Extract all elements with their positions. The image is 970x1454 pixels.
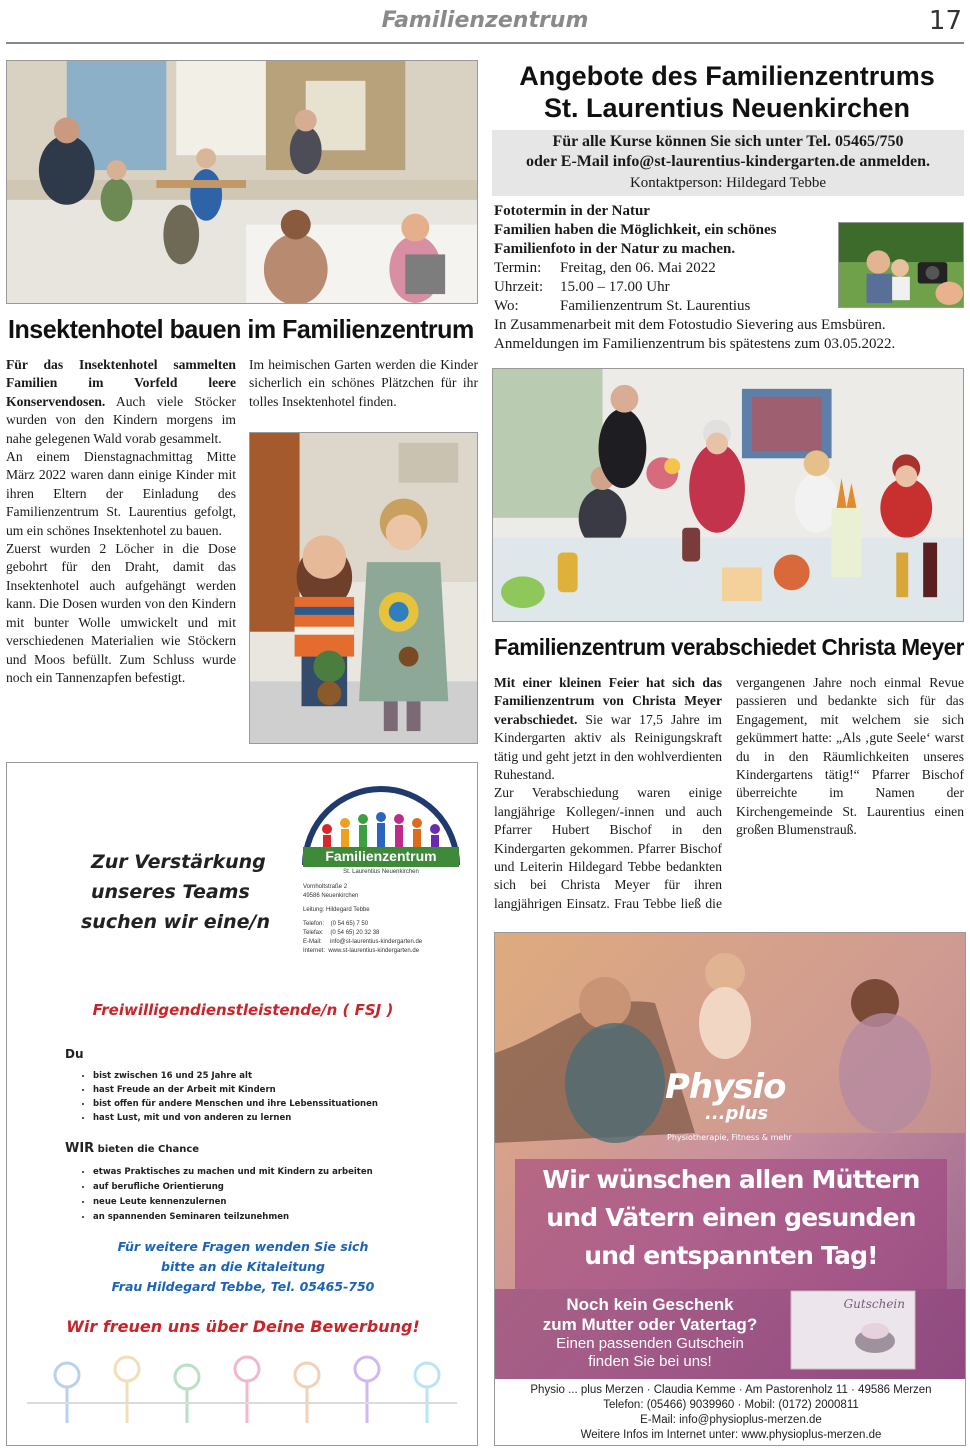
fsj-du-item: • bist offen für andere Menschen und ihre Lebenssituationen	[93, 1097, 378, 1111]
fototermin-notes	[494, 316, 964, 354]
physio-logo: Physio	[665, 1067, 786, 1107]
fsj-du-heading: Du	[65, 1047, 84, 1061]
fz-logo-name: Familienzentrum	[325, 848, 437, 864]
meyer-headline: Familienzentrum verabschiedet Christa Meyer	[494, 634, 964, 660]
uhrzeit-value: 15.00 – 17.00 Uhr	[560, 279, 670, 295]
physio-gift-3: Einen passenden Gutschein	[556, 1335, 744, 1352]
termin-row	[494, 259, 834, 278]
angebote-title-line-2: St. Laurentius Neuenkirchen	[543, 93, 911, 123]
fsj-wir-heading	[65, 1141, 199, 1156]
fsj-intro	[37, 847, 270, 937]
physio-slogan	[495, 1161, 966, 1275]
fototermin-block	[494, 202, 834, 316]
photo-kids-insect-hotels	[249, 432, 478, 744]
wo-label: Wo:	[494, 298, 519, 314]
photo-farewell-christa-meyer	[492, 368, 964, 622]
photo-family-outdoor	[838, 222, 964, 308]
fsj-wir-item: • neue Leute kennenzulernen	[93, 1195, 373, 1210]
header-rule	[6, 42, 964, 44]
fz-tel: Telefon: (0 54 65) 7 50	[303, 921, 369, 927]
fz-fax: Telefax: (0 54 65) 20 32 38	[303, 930, 380, 936]
meyer-p2: Zur Verabschiedung waren einige langjährige Kollegen/-innen und auch Pfarrer Hubert Bischof in den Kindergarten gekommen. Pfarrer Bischof und Leiterin Hildegard Tebbe bedankten sich bei Christa Meyer für ihren langjährigen Einsatz. Frau Tebbe ließ die vergangenen Jahre noch einmal Revue passieren und bedankte sich für das Engagement, mit welchem sie sich gekümmert hatte: „Als ‚gute Seele‘ warst du in den Räumlichkeiten unseres Kindergartens tätig!“ Pfarrer Bischof überreichte im Namen der Kirchengemeinde St. Laurentius einen großen Blumenstrauß.	[494, 675, 964, 911]
fsj-intro-3: suchen wir eine/n	[81, 911, 270, 933]
uhrzeit-row	[494, 278, 834, 297]
insekt-column-2: Im heimischen Garten werden die Kinder sicherlich ein schönes Plätzchen für ihr tolles Insektenhotel finden.	[249, 357, 478, 409]
fsj-wir-item: • an spannenden Seminaren teilzunehmen	[93, 1210, 373, 1225]
fsj-q-3: Frau Hildegard Tebbe, Tel. 05465-750	[111, 1279, 375, 1294]
physio-footer-3: E-Mail: info@physioplus-merzen.de	[640, 1414, 822, 1426]
wo-value: Familienzentrum St. Laurentius	[560, 298, 751, 314]
fsj-intro-2: unseres Teams	[91, 881, 250, 903]
uhrzeit-label: Uhrzeit:	[494, 279, 544, 295]
meyer-article	[494, 674, 964, 920]
physio-slogan-3: und entspannten Tag!	[584, 1241, 878, 1270]
termin-value: Freitag, den 06. Mai 2022	[560, 260, 716, 276]
physio-gift-text	[505, 1295, 795, 1371]
fz-web: Internet: www.st-laurentius-kindergarten.de	[303, 948, 420, 954]
physio-footer-2: Telefon: (05466) 9039960 · Mobil: (0172) 2000811	[603, 1399, 859, 1411]
contact-line-2: oder E-Mail info@st-laurentius-kindergarten.de anmelden.	[525, 153, 931, 170]
fsj-questions	[7, 1237, 478, 1297]
physio-footer-4: Weitere Infos im Internet unter: www.physioplus-merzen.de	[580, 1429, 882, 1441]
angebote-title	[492, 60, 962, 124]
fsj-du-item: • hast Lust, mit und von anderen zu lernen	[93, 1111, 378, 1125]
fototermin-note-2: Anmeldungen im Familienzentrum bis spätestens zum 03.05.2022.	[494, 336, 896, 352]
fz-logo-sub: St. Laurentius Neuenkirchen	[343, 869, 419, 875]
fz-address-block	[303, 883, 422, 956]
meyer-p1: Sie war 17,5 Jahre im Kindergarten aktiv als Reinigungskraft tätig und geht jetzt in den wohlverdienten Ruhestand.	[494, 711, 722, 783]
insekt-p3: Zuerst wurden 2 Löcher in die Dose gebohrt für den Draht, damit das Insektenhotel auch aufgehängt werden kann. Die Dosen wurden von den Kindern mit bunter Wolle umwickelt und mit verschiedenen Materialien wie Stöckern und Moos befüllt. Zum Schluss wurde noch ein Tannenzapfen befestigt.	[6, 541, 236, 685]
physio-slogan-1: Wir wünschen allen Müttern	[542, 1165, 920, 1194]
physio-logo-plus: ...plus	[705, 1103, 769, 1124]
fsj-wir-item: • etwas Praktisches zu machen und mit Kindern zu arbeiten	[93, 1165, 373, 1180]
insekt-p1: Auch viele Stöcker wurden von den Kindern morgens im nahe gelegenen Wald vorab gesammelt.	[6, 393, 236, 446]
physio-slogan-2: und Vätern einen gesunden	[546, 1203, 916, 1232]
fsj-du-item: • hast Freude an der Arbeit mit Kindern	[93, 1083, 378, 1097]
photo-insektenhotel-workshop	[6, 60, 478, 304]
contact-box	[492, 130, 964, 196]
fz-addr-1: Vornholtstraße 2	[303, 884, 348, 890]
fsj-wir: WIR	[65, 1141, 95, 1156]
fsj-wir-rest: bieten die Chance	[94, 1144, 200, 1155]
physio-footer	[495, 1383, 966, 1443]
fsj-q-1: Für weitere Fragen wenden Sie sich	[117, 1239, 369, 1254]
insekt-lead: Für das Insektenhotel sammelten Familien im Vorfeld leere Konservendosen.	[6, 357, 236, 409]
fsj-du-list	[93, 1069, 378, 1125]
physio-gift-4: finden Sie bei uns!	[588, 1353, 712, 1370]
insekt-p2: An einem Dienstagnachmittag Mitte März 2022 waren dann einige Kinder mit ihren Eltern der Einladung des Familienzentrum St. Laurentius gefolgt, um ein schönes Insektenhotel zu bauen.	[6, 449, 236, 538]
ad-physio-plus	[494, 932, 966, 1446]
page-number: 17	[928, 6, 962, 36]
fototermin-subtitle: Familien haben die Möglichkeit, ein schönes Familienfoto in der Natur zu machen.	[494, 222, 777, 257]
meyer-lead: Mit einer kleinen Feier hat sich das Familienzentrum von Christa Meyer verabschiedet.	[494, 675, 722, 727]
physio-voucher-label: Gutschein	[843, 1297, 905, 1311]
termin-label: Termin:	[494, 260, 542, 276]
insekt-column-1	[6, 356, 236, 687]
fsj-du-item: • bist zwischen 16 und 25 Jahre alt	[93, 1069, 378, 1083]
physio-gift-1: Noch kein Geschenk	[566, 1295, 734, 1314]
fz-email: E-Mail: info@st-laurentius-kindergarten.de	[303, 939, 423, 945]
contact-line-1: Für alle Kurse können Sie sich unter Tel. 05465/750	[552, 133, 904, 150]
contact-person: Kontaktperson: Hildegard Tebbe	[629, 175, 827, 191]
fototermin-note-1: In Zusammenarbeit mit dem Fotostudio Sievering aus Emsbüren.	[494, 317, 886, 333]
fz-leitung: Leitung: Hildegard Tebbe	[303, 907, 370, 913]
angebote-title-line-1: Angebote des Familienzentrums	[519, 61, 935, 91]
physio-gift-2: zum Mutter oder Vatertag?	[542, 1315, 758, 1334]
physio-logo-tagline: Physiotherapie, Fitness & mehr	[667, 1133, 792, 1142]
fsj-intro-1: Zur Verstärkung	[91, 851, 266, 873]
fz-addr-2: 49586 Neuenkirchen	[303, 893, 359, 899]
section-title: Familienzentrum	[381, 8, 589, 33]
fsj-closing: Wir freuen uns über Deine Bewerbung!	[66, 1317, 420, 1336]
fsj-q-2: bitte an die Kitaleitung	[161, 1259, 325, 1274]
fsj-wir-item: • auf berufliche Orientierung	[93, 1180, 373, 1195]
fsj-wir-list	[93, 1165, 373, 1225]
fsj-position: Freiwilligendienstleistende/n ( FSJ )	[92, 1001, 394, 1019]
fototermin-title: Fototermin in der Natur	[494, 203, 650, 219]
ad-fsj-recruitment	[6, 762, 478, 1446]
insekt-headline: Insektenhotel bauen im Familienzentrum	[8, 314, 474, 344]
crayon-children-drawing-icon	[27, 1357, 457, 1423]
physio-footer-1: Physio ... plus Merzen · Claudia Kemme · Am Pastorenholz 11 · 49586 Merzen	[530, 1384, 932, 1396]
wo-row	[494, 297, 834, 316]
